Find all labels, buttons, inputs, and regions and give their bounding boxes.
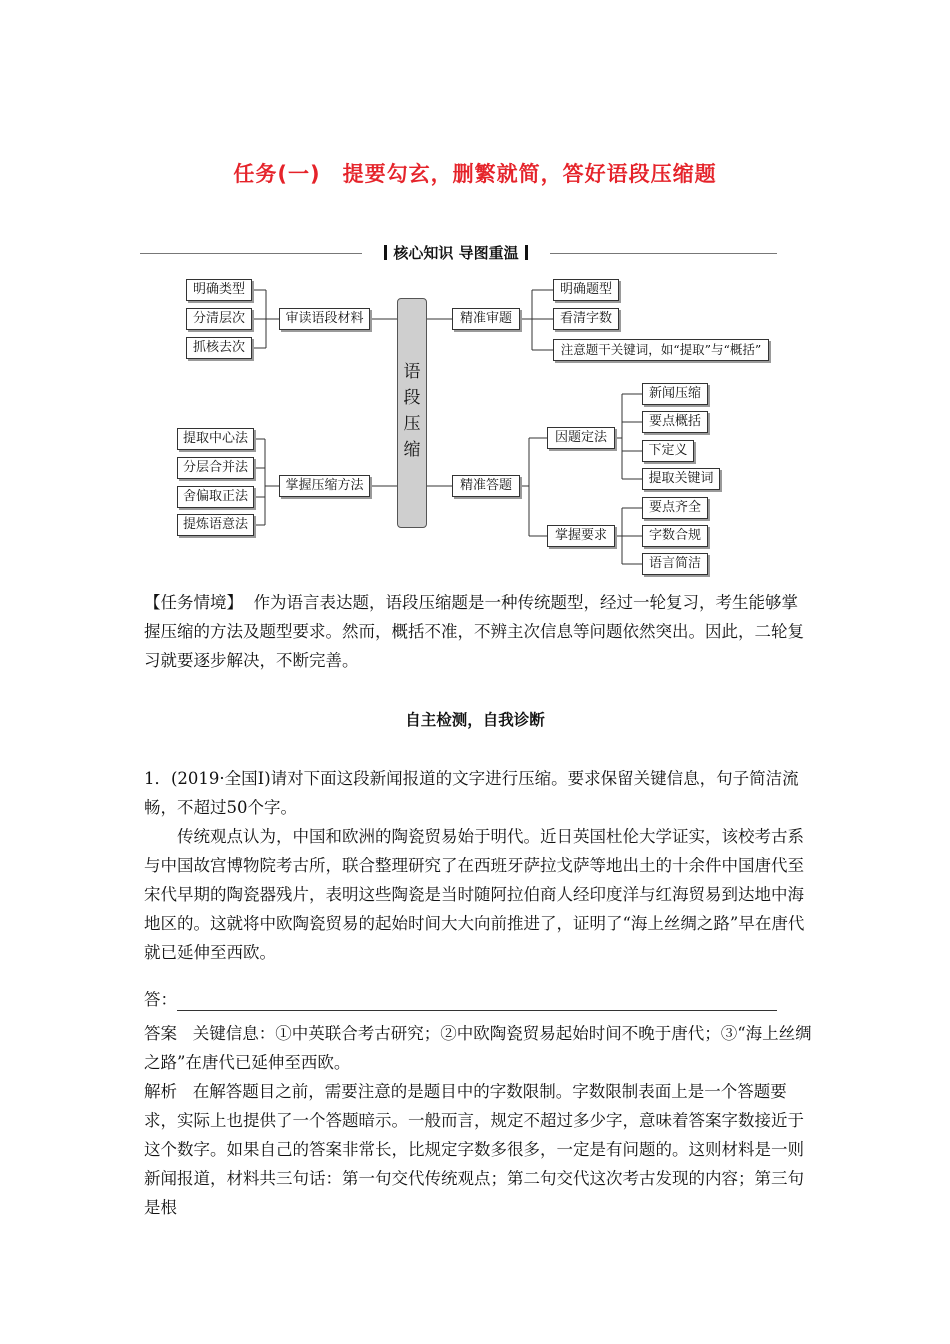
node-hub-jingzhun-shenti: 精准审题: [452, 308, 520, 330]
node-yaodian-gaikuo: 要点概括: [642, 411, 708, 433]
node-hub-shendu: 审读语段材料: [279, 308, 370, 330]
title-part1: 任务(一): [233, 162, 321, 186]
answer-block: [144, 1019, 814, 1077]
node-fenceng-hebing: 分层合并法: [177, 457, 254, 479]
node-mingque-tixing: 明确题型: [553, 279, 619, 301]
section-heading: 自主检测，自我诊断: [405, 711, 545, 729]
answer-input-line: [177, 992, 777, 1011]
title-part2: 提要勾玄，删繁就简，答好语段压缩题: [342, 162, 717, 186]
situation-label: 【任务情境】: [144, 593, 243, 612]
node-yaodian-qiquan: 要点齐全: [642, 497, 708, 519]
answer-prompt: 答：: [144, 990, 177, 1009]
node-xinwen-yasuo: 新闻压缩: [642, 383, 708, 405]
node-xia-dingyi: 下定义: [642, 440, 694, 462]
answer-text: 关键信息：①中英联合考古研究；②中欧陶瓷贸易起始时间不晚于唐代；③“海上丝绸之路”在唐代已延伸至西欧。: [144, 1024, 812, 1072]
node-zhangwo-yaoqiu: 掌握要求: [547, 525, 615, 547]
mindmap-connectors: [0, 0, 950, 600]
node-kanqing-zishu: 看清字数: [553, 308, 619, 330]
analysis-label: 解析: [144, 1082, 177, 1101]
node-hub-zhangwo-fangfa: 掌握压缩方法: [279, 475, 370, 497]
answer-label: 答案: [144, 1024, 177, 1043]
analysis-text: 在解答题目之前，需要注意的是题目中的字数限制。字数限制表面上是一个答题要求，实际上也提供了一个答题暗示。一般而言，规定不超过多少字，意味着答案字数接近于这个数字。如果自己的答案非常长，比规定字数多很多，一定是有问题的。这则材料是一则新闻报道，材料共三句话：第一句交代传统观点；第二句交代这次考古发现的内容；第三句是根: [144, 1082, 804, 1217]
banner-text: 核心知识 导图重温: [393, 244, 519, 262]
center-char: 缩: [403, 440, 421, 460]
node-zhuyi-guanjianci: 注意题干关键词，如“提取”与“概括”: [553, 339, 769, 361]
node-yuyan-jianjie: 语言简洁: [642, 553, 708, 575]
node-zhuahe-quci: 抓核去次: [186, 337, 252, 359]
node-yinti-dingfa: 因题定法: [547, 427, 615, 449]
task-situation: [144, 588, 814, 675]
question-stem: 1．(2019·全国Ⅰ)请对下面这段新闻报道的文字进行压缩。要求保留关键信息，句子简洁流畅，不超过50个字。: [144, 769, 799, 817]
node-mingque-leixing: 明确类型: [186, 279, 252, 301]
node-tiqu-zhongxin: 提取中心法: [177, 428, 254, 450]
center-char: 段: [403, 388, 421, 408]
situation-text: 作为语言表达题，语段压缩题是一种传统题型，经过一轮复习，考生能够掌握压缩的方法及题型要求。然而，概括不准，不辨主次信息等问题依然突出。因此，二轮复习就要逐步解决，不断完善。: [144, 593, 804, 670]
node-fenqing-cengci: 分清层次: [186, 308, 252, 330]
node-shepian-quzheng: 舍偏取正法: [177, 486, 254, 508]
node-tilian-yuyi: 提炼语意法: [177, 514, 254, 536]
node-hub-jingzhun-dati: 精准答题: [452, 475, 520, 497]
mindmap-center-node: [397, 298, 427, 528]
analysis-block: [144, 1077, 814, 1222]
question-passage: 传统观点认为，中国和欧洲的陶瓷贸易始于明代。近日英国杜伦大学证实，该校考古系与中国故宫博物院考古所，联合整理研究了在西班牙萨拉戈萨等地出土的十余件中国唐代至宋代早期的陶瓷器残片，表明这些陶瓷是当时随阿拉伯商人经印度洋与红海贸易到达地中海地区的。这就将中欧陶瓷贸易的起始时间大大向前推进了，证明了“海上丝绸之路”早在唐代就已延伸至西欧。: [144, 827, 805, 962]
center-char: 语: [403, 362, 421, 382]
answer-line: [144, 985, 814, 1014]
center-char: 压: [403, 414, 421, 434]
node-tiqu-guanjianci: 提取关键词: [642, 468, 720, 490]
node-zishu-hegui: 字数合规: [642, 525, 708, 547]
